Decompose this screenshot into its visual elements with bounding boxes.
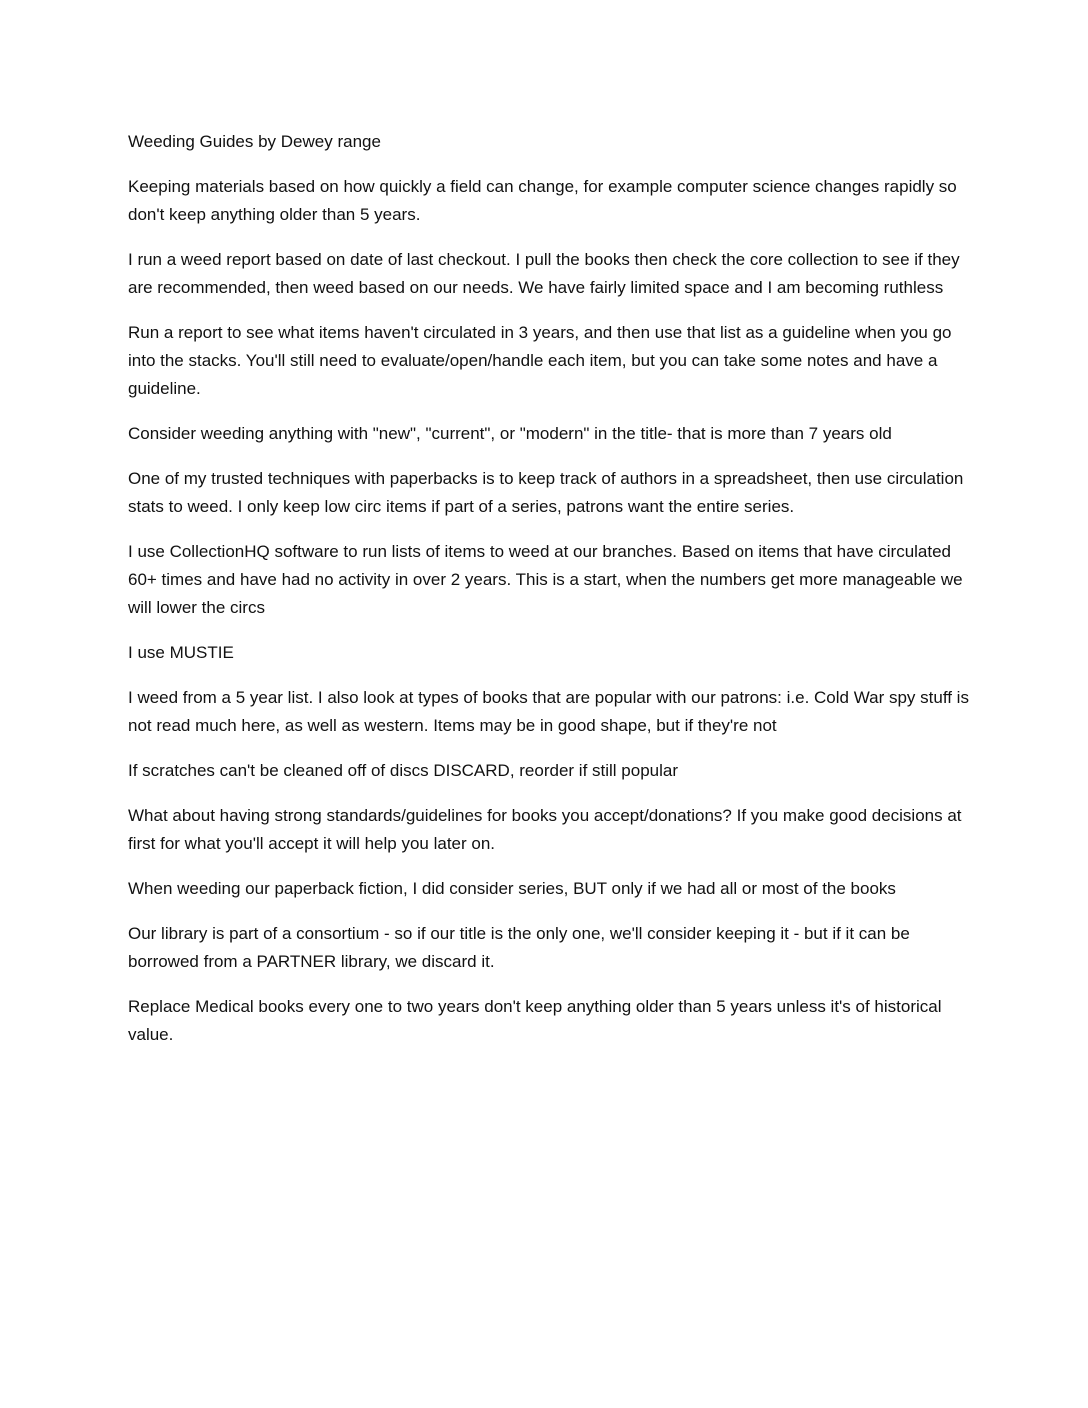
- comment-paragraph: Our library is part of a consortium - so if our title is the only one, we'll consider keeping it - but if it can be borrowed from a PARTNER library, we discard it.: [128, 924, 910, 971]
- comment-paragraph: I run a weed report based on date of last checkout. I pull the books then check the core collection to see if they are recommended, then weed based on our needs. We have fairly limited space and I am becoming ruthless: [128, 250, 960, 297]
- document-body: [128, 128, 974, 1066]
- comment-paragraph: I use CollectionHQ software to run lists of items to weed at our branches. Based on items that have circulated 60+ times and have had no activity in over 2 years. This is a start, when the numbers get more manageable we will lower the circs: [128, 542, 963, 617]
- comment-paragraph: Run a report to see what items haven't circulated in 3 years, and then use that list as a guideline when you go into the stacks. You'll still need to evaluate/open/handle each item, but you can take some notes and have a guideline.: [128, 323, 952, 398]
- comment-paragraph: When weeding our paperback fiction, I did consider series, BUT only if we had all or most of the books: [128, 879, 896, 898]
- comment-paragraph: What about having strong standards/guidelines for books you accept/donations? If you make good decisions at first for what you'll accept it will help you later on.: [128, 806, 962, 853]
- comment-paragraph: I use MUSTIE: [128, 643, 234, 662]
- comment-paragraph: I weed from a 5 year list. I also look at types of books that are popular with our patrons: i.e. Cold War spy stuff is not read much here, as well as western. Items may be in good shape, but if they're not: [128, 688, 969, 735]
- document-title: Weeding Guides by Dewey range: [128, 132, 381, 151]
- comment-paragraph: Consider weeding anything with "new", "current", or "modern" in the title- that is more than 7 years old: [128, 424, 892, 443]
- comment-paragraph: If scratches can't be cleaned off of discs DISCARD, reorder if still popular: [128, 761, 679, 780]
- comment-paragraph: Keeping materials based on how quickly a field can change, for example computer science changes rapidly so don't keep anything older than 5 years.: [128, 177, 957, 224]
- comment-paragraph: One of my trusted techniques with paperbacks is to keep track of authors in a spreadsheet, then use circulation stats to weed. I only keep low circ items if part of a series, patrons want the entire series.: [128, 469, 964, 516]
- comment-paragraph: Replace Medical books every one to two years don't keep anything older than 5 years unless it's of historical value.: [128, 997, 942, 1044]
